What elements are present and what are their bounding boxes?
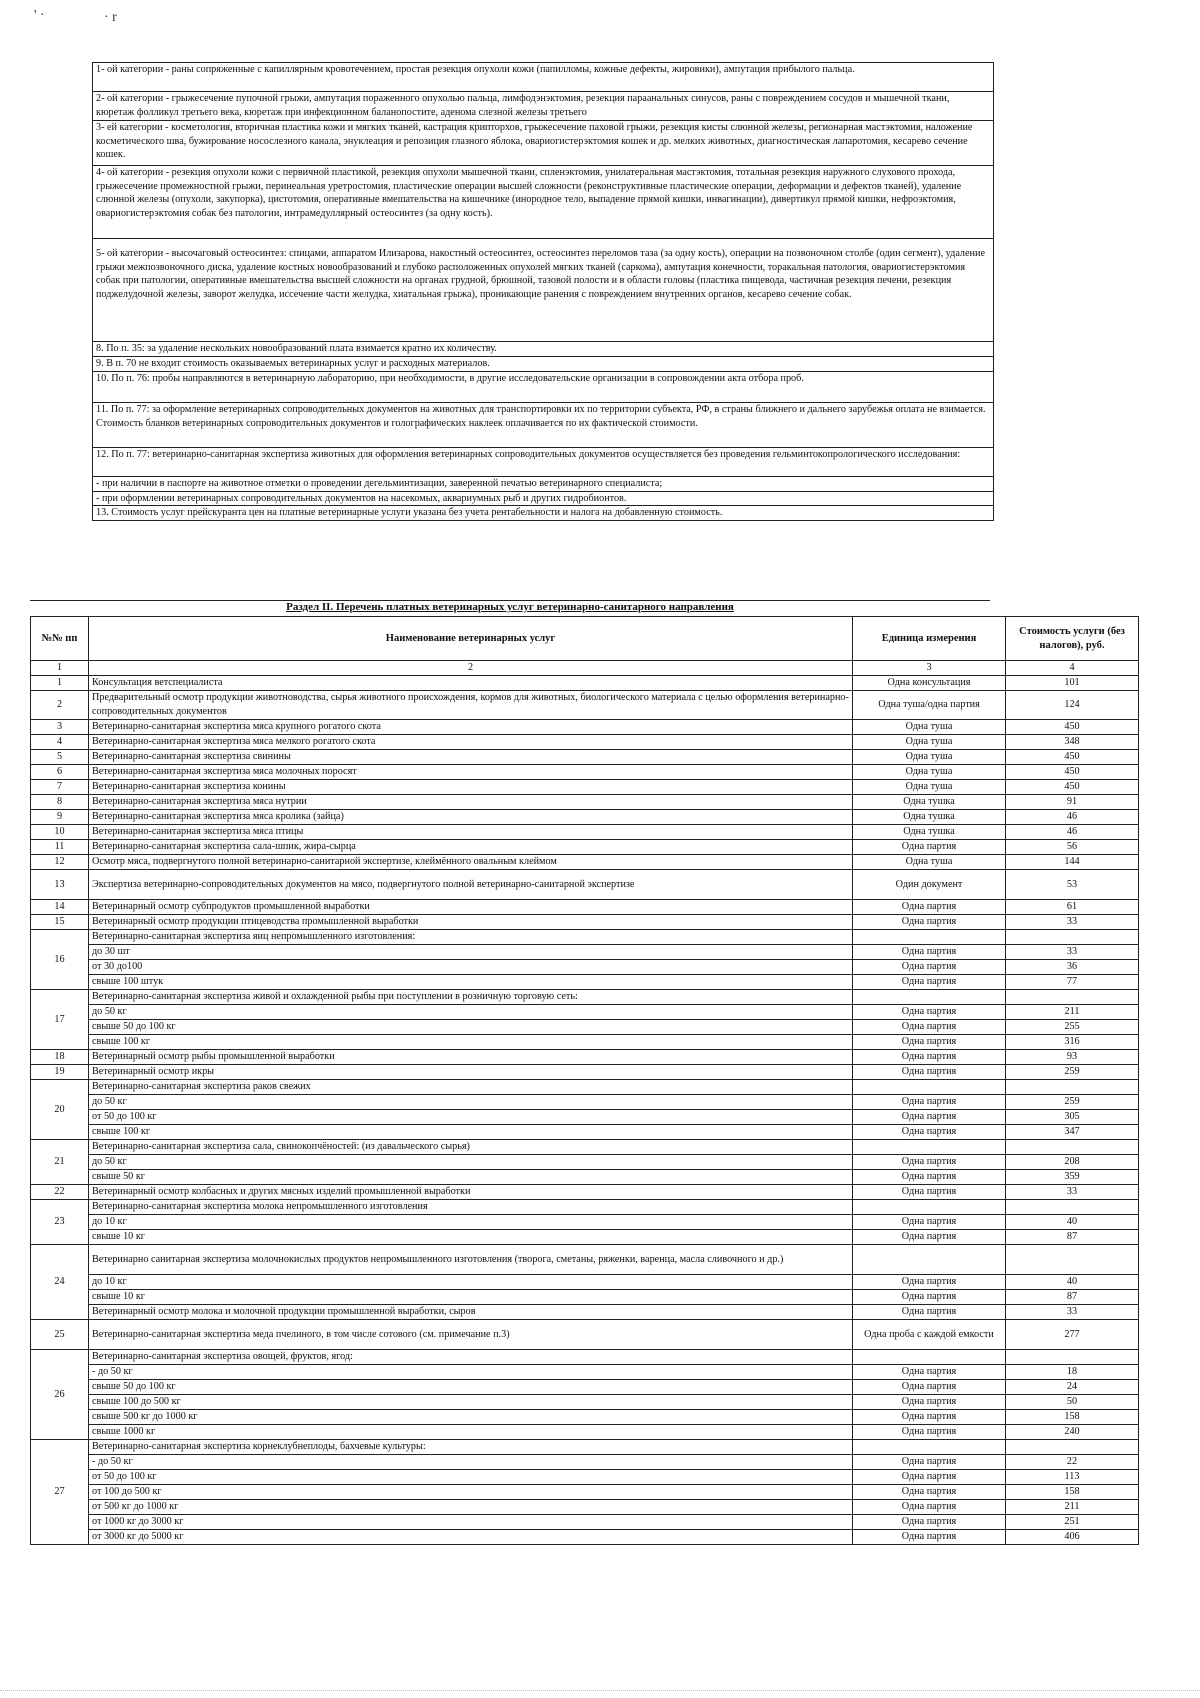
unit: Одна партия [853,1050,1006,1065]
service-name: Ветеринарно-санитарная экспертиза молока непромышленного изготовления [89,1200,853,1215]
price: 259 [1006,1095,1139,1110]
sub-item: от 100 до 500 кг [89,1485,853,1500]
note-11: 11. По п. 77: за оформление ветеринарных сопроводительных документов на животных для транспортировки их по территории субъекта, РФ, в страны ближнего и дальнего зарубежья оплата не взимается. Стоимость бланков ветеринарных сопроводительных документов и голографических наклеек оплачивается по их фактической стоимости. [93,403,994,448]
table-row [31,1080,1139,1095]
row-number: 25 [31,1320,89,1350]
table-row [31,1380,1139,1395]
unit: Одна партия [853,1215,1006,1230]
table-row [31,780,1139,795]
service-name: Ветеринарно санитарная экспертиза молочнокислых продуктов непромышленного изготовления (творога, сметаны, ряженки, варенца, масла сливочного и др.) [89,1245,853,1275]
table-row [31,855,1139,870]
unit: Одна партия [853,1020,1006,1035]
table-row [31,1110,1139,1125]
unit: Одна партия [853,1005,1006,1020]
price: 158 [1006,1485,1139,1500]
sub-item: до 10 кг [89,1215,853,1230]
unit: Одна туша [853,780,1006,795]
note-2: 2- ой категории - грыжесечение пупочной грыжи, ампутация пораженного опухолью пальца, лимфодэнэктомия, резекция параанальных синусов, раны с повреждением сосудов и мышечной ткани, кюретаж фолликул третьего века, кюретаж при инфекционном баланопостите, аденома слезной железы третьего [93,92,994,121]
col-header-price: Стоимость услуги (без налогов), руб. [1006,617,1139,661]
row-number: 22 [31,1185,89,1200]
table-row [31,1515,1139,1530]
price: 259 [1006,1065,1139,1080]
service-name: Ветеринарно-санитарная экспертиза мяса нутрии [89,795,853,810]
price: 240 [1006,1425,1139,1440]
sub-item: до 50 кг [89,1095,853,1110]
table-row [31,930,1139,945]
unit: Одна туша/одна партия [853,691,1006,720]
row-number: 26 [31,1350,89,1440]
table-row [31,1455,1139,1470]
service-name: Ветеринарно-санитарная экспертиза овощей, фруктов, ягод: [89,1350,853,1365]
unit: Одна тушка [853,795,1006,810]
price: 33 [1006,1185,1139,1200]
unit: Одна партия [853,915,1006,930]
table-row [31,1425,1139,1440]
table-row [31,945,1139,960]
price: 40 [1006,1275,1139,1290]
table-row [31,1140,1139,1155]
row-number: 5 [31,750,89,765]
note-9: 9. В п. 70 не входит стоимость оказываемых ветеринарных услуг и расходных материалов. [93,357,994,372]
price: 93 [1006,1050,1139,1065]
table-row [31,1020,1139,1035]
price: 158 [1006,1410,1139,1425]
table-row [31,765,1139,780]
service-name: Ветеринарно-санитарная экспертиза меда пчелиного, в том числе сотового (см. примечание п.3) [89,1320,853,1350]
sub-item: от 50 до 100 кг [89,1470,853,1485]
unit: Одна партия [853,945,1006,960]
price: 53 [1006,870,1139,900]
table-row [31,720,1139,735]
service-name: Ветеринарный осмотр икры [89,1065,853,1080]
unit: Одна тушка [853,810,1006,825]
service-name: Ветеринарный осмотр колбасных и других мясных изделий промышленной выработки [89,1185,853,1200]
col-number: 4 [1006,661,1139,676]
table-row [31,1125,1139,1140]
price: 24 [1006,1380,1139,1395]
unit: Один документ [853,870,1006,900]
price: 359 [1006,1170,1139,1185]
table-row [31,1230,1139,1245]
unit: Одна партия [853,1530,1006,1545]
row-number: 24 [31,1245,89,1320]
table-row [31,915,1139,930]
price: 40 [1006,1215,1139,1230]
unit: Одна партия [853,1395,1006,1410]
price: 406 [1006,1530,1139,1545]
sub-item: от 3000 кг до 5000 кг [89,1530,853,1545]
unit: Одна партия [853,1230,1006,1245]
row-number: 6 [31,765,89,780]
sub-item: - до 50 кг [89,1455,853,1470]
price: 208 [1006,1155,1139,1170]
table-row [31,691,1139,720]
row-number: 7 [31,780,89,795]
note-5: 5- ой категории - высочаговый остеосинтез: спицами, аппаратом Илизарова, накостный остеосинтез, остеосинтез переломов таза (за одну кость), операции на позвоночном столбе (один сегмент), удаление грыжи межпозвоночного диска, удаление костных новообразований и глубоко расположенных опухолей мягких тканей (саркома), ампутация конечности, торакальная патология, овариогистерэктомия собак при патологии, оперативные вмешательства высшей сложности на органах грудной, брюшной, тазовой полости и в области головы (пластика пищевода, частичная резекция печени, резекция поджелудочной железы, заворот желудка, иссечение части желудка, хиатальная грыжа), проникающие ранения с повреждением внутренних органов, кесарево сечение собак. [93,239,994,342]
sub-item: до 50 кг [89,1155,853,1170]
col-header-unit: Единица измерения [853,617,1006,661]
sub-item: свыше 50 кг [89,1170,853,1185]
service-name: Ветеринарно-санитарная экспертиза конины [89,780,853,795]
table-row [31,676,1139,691]
unit: Одна партия [853,1500,1006,1515]
table-row [31,1500,1139,1515]
service-name: Ветеринарный осмотр рыбы промышленной выработки [89,1050,853,1065]
service-name: Ветеринарно-санитарная экспертиза мяса мелкого рогатого скота [89,735,853,750]
table-row [31,1005,1139,1020]
service-name: Ветеринарный осмотр субпродуктов промышленной выработки [89,900,853,915]
price: 56 [1006,840,1139,855]
sub-item: от 50 до 100 кг [89,1110,853,1125]
service-name: Ветеринарно-санитарная экспертиза раков свежих [89,1080,853,1095]
table-row [31,1050,1139,1065]
unit: Одна туша [853,855,1006,870]
service-name: Ветеринарно-санитарная экспертиза сала-шпик, жира-сырца [89,840,853,855]
price: 61 [1006,900,1139,915]
price: 316 [1006,1035,1139,1050]
note-12: 12. По п. 77: ветеринарно-санитарная экспертиза животных для оформления ветеринарных сопроводительных документов осуществляется без проведения гельминтокопрологического исследования: [93,448,994,477]
unit: Одна партия [853,1380,1006,1395]
col-header-number: №№ пп [31,617,89,661]
unit: Одна партия [853,960,1006,975]
unit: Одна партия [853,1095,1006,1110]
price: 211 [1006,1500,1139,1515]
sub-item: свыше 100 кг [89,1125,853,1140]
price: 450 [1006,750,1139,765]
note-4: 4- ой категории - резекция опухоли кожи с первичной пластикой, резекция опухоли мышечной ткани, спленэктомия, унилатеральная мастэктомия, тотальная резекция наружного слухового прохода, грыжесечение промежностной грыжи, перинеальная уретростомия, пластические операции высшей сложности (реконструктивные пластические операции, деформации и дефектов тканей), удаление слюнной железы (опухоли, закупорка), цистотомия, оперативные вмешательства на кишечнике (инородное тело, выпадение прямой кишки, инвагинации), дивертикул прямой кишки, нефроэктомия, овариогистерэктомия собак без патологии, интрамедуллярный остеосинтез (за одну кость). [93,166,994,239]
table-row [31,795,1139,810]
row-number: 18 [31,1050,89,1065]
col-header-name: Наименование ветеринарных услуг [89,617,853,661]
scan-mark: ' · [34,8,45,23]
unit: Одна туша [853,735,1006,750]
table-row [31,1215,1139,1230]
col-number: 1 [31,661,89,676]
price: 251 [1006,1515,1139,1530]
price: 277 [1006,1320,1139,1350]
scan-edge [0,1690,1200,1691]
unit: Одна партия [853,1110,1006,1125]
table-row [31,1065,1139,1080]
price: 101 [1006,676,1139,691]
service-name: Предварительный осмотр продукции животноводства, сырья животного происхождения, кормов для животных, биологического материала с целью оформления ветеринарно-сопроводительных документов [89,691,853,720]
price: 348 [1006,735,1139,750]
price: 36 [1006,960,1139,975]
row-number: 27 [31,1440,89,1545]
sub-item: от 1000 кг до 3000 кг [89,1515,853,1530]
unit: Одна партия [853,1410,1006,1425]
table-row [31,1155,1139,1170]
table-row [31,960,1139,975]
unit: Одна партия [853,1065,1006,1080]
sub-item: свыше 50 до 100 кг [89,1020,853,1035]
row-number: 10 [31,825,89,840]
unit: Одна проба с каждой емкости [853,1320,1006,1350]
sub-item: свыше 50 до 100 кг [89,1380,853,1395]
table-row [31,1485,1139,1500]
unit: Одна партия [853,1365,1006,1380]
service-name: Ветеринарно-санитарная экспертиза сала, свинокопчёностей: (из давальческого сырья) [89,1140,853,1155]
table-row [31,1200,1139,1215]
row-number: 19 [31,1065,89,1080]
table-row [31,1470,1139,1485]
table-row [31,1245,1139,1275]
service-name: Ветеринарно-санитарная экспертиза мяса крупного рогатого скота [89,720,853,735]
table-row [31,1530,1139,1545]
price: 305 [1006,1110,1139,1125]
table-header-row [31,617,1139,661]
price: 46 [1006,825,1139,840]
sub-item: свыше 500 кг до 1000 кг [89,1410,853,1425]
unit: Одна туша [853,750,1006,765]
scan-mark: · r [104,10,117,25]
table-row [31,1305,1139,1320]
table-row [31,1275,1139,1290]
sub-item: от 30 до100 [89,960,853,975]
row-number: 1 [31,676,89,691]
service-name: Ветеринарно-санитарная экспертиза живой и охлажденной рыбы при поступлении в розничную торговую сеть: [89,990,853,1005]
price: 18 [1006,1365,1139,1380]
row-number: 11 [31,840,89,855]
sub-item: свыше 1000 кг [89,1425,853,1440]
service-name: Экспертиза ветеринарно-сопроводительных документов на мясо, подвергнутого полной ветеринарно-санитарной экспертизе [89,870,853,900]
note-3: 3- ей категории - косметология, вторичная пластика кожи и мягких тканей, кастрация крипторхов, грыжесечение паховой грыжи, резекция кисты слюнной железы, регионарная мастэктомия, наложение косметического шва, бужирование носослезного канала, энуклеация и репозиция глазного яблока, овариогистерэктомия кошек и др. мелких животных, диагностическая лапаротомия, кесарево сечение кошек. [93,121,994,166]
price: 347 [1006,1125,1139,1140]
unit: Одна туша [853,720,1006,735]
unit: Одна партия [853,1455,1006,1470]
table-row [31,1395,1139,1410]
table-row [31,990,1139,1005]
row-number: 9 [31,810,89,825]
row-number: 20 [31,1080,89,1140]
table-row [31,1365,1139,1380]
service-name: Ветеринарный осмотр продукции птицеводства промышленной выработки [89,915,853,930]
table-row [31,900,1139,915]
row-number: 4 [31,735,89,750]
unit: Одна партия [853,1155,1006,1170]
note-13: 13. Стоимость услуг прейскуранта цен на платные ветеринарные услуги указана без учета рентабельности и налога на добавленную стоимость. [93,506,994,521]
unit: Одна партия [853,975,1006,990]
sub-item: - до 50 кг [89,1365,853,1380]
price: 124 [1006,691,1139,720]
price: 450 [1006,720,1139,735]
service-name: Ветеринарно-санитарная экспертиза корнеклубнеплоды, бахчевые культуры: [89,1440,853,1455]
row-number: 15 [31,915,89,930]
sub-item: до 50 кг [89,1005,853,1020]
row-number: 23 [31,1200,89,1245]
row-number: 8 [31,795,89,810]
price: 22 [1006,1455,1139,1470]
table-row [31,1095,1139,1110]
price: 113 [1006,1470,1139,1485]
unit: Одна партия [853,1170,1006,1185]
unit: Одна партия [853,1185,1006,1200]
table-row [31,1440,1139,1455]
service-name: Ветеринарно-санитарная экспертиза мяса птицы [89,825,853,840]
unit: Одна партия [853,1485,1006,1500]
table-row [31,1320,1139,1350]
unit: Одна туша [853,765,1006,780]
note-10: 10. По п. 76: пробы направляются в ветеринарную лабораторию, при необходимости, в другие исследовательские организации в сопровождении акта отбора проб. [93,372,994,403]
unit: Одна партия [853,1305,1006,1320]
unit: Одна партия [853,1515,1006,1530]
sub-item: свыше 100 кг [89,1035,853,1050]
table-row [31,1410,1139,1425]
price: 50 [1006,1395,1139,1410]
price: 33 [1006,945,1139,960]
row-number: 3 [31,720,89,735]
row-number: 16 [31,930,89,990]
unit: Одна тушка [853,825,1006,840]
sub-item: от 500 кг до 1000 кг [89,1500,853,1515]
row-number: 17 [31,990,89,1050]
table-row [31,840,1139,855]
row-number: 12 [31,855,89,870]
price: 450 [1006,780,1139,795]
section-title: Раздел II. Перечень платных ветеринарных услуг ветеринарно-санитарного направления [286,601,734,613]
unit: Одна партия [853,1275,1006,1290]
unit: Одна партия [853,900,1006,915]
price: 87 [1006,1230,1139,1245]
table-row [31,975,1139,990]
note-12-item-1: - при наличии в паспорте на животное отметки о проведении дегельминтизации, заверенной печатью ветеринарного специалиста; [93,477,994,492]
col-number: 2 [89,661,853,676]
table-row [31,825,1139,840]
sub-item: свыше 10 кг [89,1230,853,1245]
service-name: Ветеринарно-санитарная экспертиза мяса молочных поросят [89,765,853,780]
row-number: 13 [31,870,89,900]
service-name: Ветеринарно-санитарная экспертиза мяса кролика (зайца) [89,810,853,825]
table-row [31,1170,1139,1185]
unit: Одна партия [853,1290,1006,1305]
table-row [31,1290,1139,1305]
unit: Одна партия [853,840,1006,855]
row-number: 21 [31,1140,89,1185]
price: 255 [1006,1020,1139,1035]
row-number: 14 [31,900,89,915]
service-name: Ветеринарно-санитарная экспертиза свинины [89,750,853,765]
price: 87 [1006,1290,1139,1305]
unit: Одна партия [853,1125,1006,1140]
service-name: Ветеринарный осмотр молока и молочной продукции промышленной выработки, сыров [89,1305,853,1320]
price: 46 [1006,810,1139,825]
unit: Одна консультация [853,676,1006,691]
price-table [30,616,1139,1545]
price: 33 [1006,915,1139,930]
table-row [31,1350,1139,1365]
service-name: Осмотр мяса, подвергнутого полной ветеринарно-санитарной экспертизе, клеймённого овальным клеймом [89,855,853,870]
table-row [31,750,1139,765]
sub-item: свыше 100 до 500 кг [89,1395,853,1410]
price: 450 [1006,765,1139,780]
sub-item: свыше 10 кг [89,1290,853,1305]
table-row [31,1185,1139,1200]
note-12-item-2: - при оформлении ветеринарных сопроводительных документов на насекомых, аквариумных рыб и других гидробионтов. [93,491,994,506]
column-number-row [31,661,1139,676]
sub-item: до 30 шт [89,945,853,960]
note-8: 8. По п. 35: за удаление нескольких новообразований плата взимается кратно их количеству. [93,342,994,357]
row-number: 2 [31,691,89,720]
col-number: 3 [853,661,1006,676]
unit: Одна партия [853,1035,1006,1050]
table-row [31,1035,1139,1050]
price: 91 [1006,795,1139,810]
sub-item: свыше 100 штук [89,975,853,990]
price: 144 [1006,855,1139,870]
unit: Одна партия [853,1425,1006,1440]
service-name: Консультация ветспециалиста [89,676,853,691]
unit: Одна партия [853,1470,1006,1485]
note-1: 1- ой категории - раны сопряженные с капиллярным кровотечением, простая резекция опухоли кожи (папилломы, кожные дефекты, жировики), ампутация прибылого пальца. [93,63,994,92]
price: 211 [1006,1005,1139,1020]
table-row [31,810,1139,825]
price: 33 [1006,1305,1139,1320]
notes-table [92,62,994,521]
table-row [31,870,1139,900]
sub-item: до 10 кг [89,1275,853,1290]
table-row [31,735,1139,750]
price: 77 [1006,975,1139,990]
service-name: Ветеринарно-санитарная экспертиза яиц непромышленного изготовления: [89,930,853,945]
